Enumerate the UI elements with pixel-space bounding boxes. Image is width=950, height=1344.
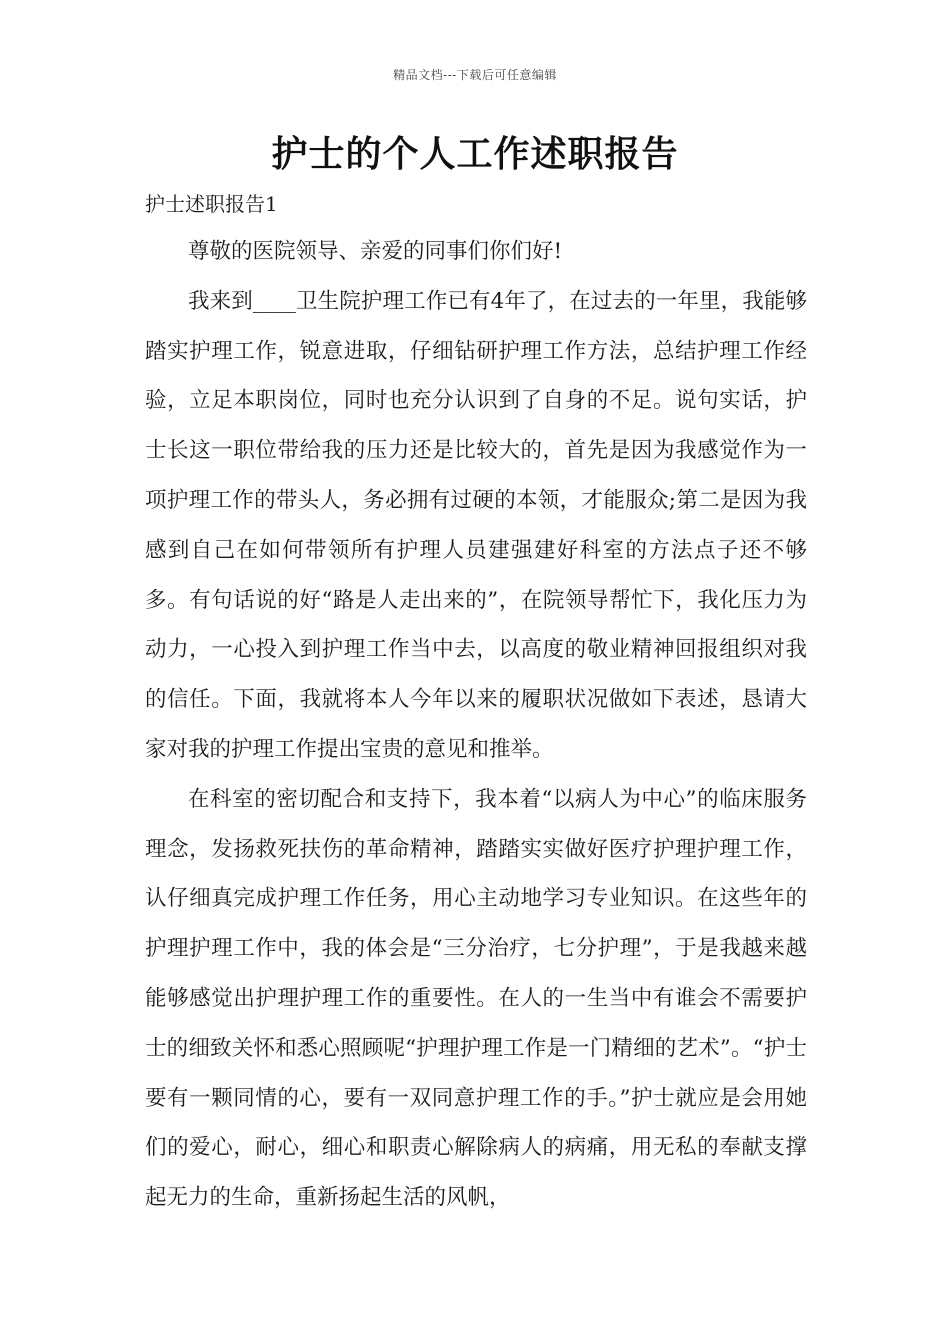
paragraph-greeting: 尊敬的医院领导、亲爱的同事们你们好! bbox=[188, 239, 563, 264]
document-body bbox=[145, 227, 807, 1223]
document-title: 护士的个人工作述职报告 bbox=[271, 134, 679, 175]
section-subtitle: 护士述职报告1 bbox=[145, 192, 278, 216]
header-watermark: 精品文档---下载后可任意编辑 bbox=[393, 68, 557, 82]
paragraph-service: 在科室的密切配合和支持下，我本着“以病人为中心”的临床服务理念，发扬救死扶伤的革命精神，踏踏实实做好医疗护理护理工作，认仔细真完成护理工作任务，用心主动地学习专业知识。在这些年的护理护理工作中，我的体会是“三分治疗，七分护理”，于是我越来越能够感觉出护理护理工作的重要性。在人的一生当中有谁会不需要护士的细致关怀和悉心照顾呢“护理护理工作是一门精细的艺术”。“护士要有一颗同情的心，要有一双同意护理工作的手。”护士就应是会用她们的爱心，耐心，细心和职责心解除病人的病痛，用无私的奉献支撑起无力的生命，重新扬起生活的风帆， bbox=[145, 786, 807, 1211]
paragraph-intro: 我来到____卫生院护理工作已有4年了，在过去的一年里，我能够踏实护理工作，锐意进取，仔细钻研护理工作方法，总结护理工作经验，立足本职岗位，同时也充分认识到了自身的不足。说句实话，护士长这一职位带给我的压力还是比较大的，首先是因为我感觉作为一项护理工作的带头人，务必拥有过硬的本领，才能服众;第二是因为我感到自己在如何带领所有护理人员建强建好科室的方法点子还不够多。有句话说的好“路是人走出来的”，在院领导帮忙下，我化压力为动力，一心投入到护理工作当中去，以高度的敬业精神回报组织对我的信任。下面，我就将本人今年以来的履职状况做如下表述，恳请大家对我的护理工作提出宝贵的意见和推举。 bbox=[145, 288, 807, 762]
